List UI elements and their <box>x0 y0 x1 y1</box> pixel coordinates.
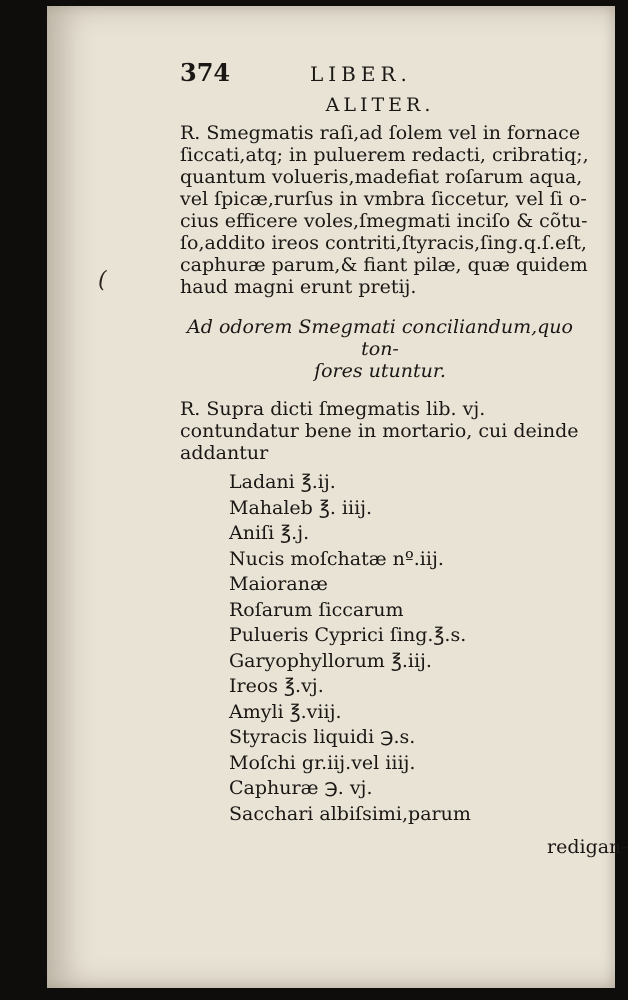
ingredient-item: Mahaleb ℥. iiij. <box>229 496 373 519</box>
ingredient-item: Roſarum ſiccarum <box>229 598 404 621</box>
book-page <box>47 6 628 988</box>
ingredient-list <box>229 470 580 827</box>
text-line: R. Supra dicti ſmegmatis lib. vj. <box>180 398 486 420</box>
text-line: quantum volueris,madefiat roſarum aqua, <box>180 166 583 188</box>
text-line: vel ſpicæ,rurſus in vmbra ſiccetur, vel ſi o- <box>180 188 587 210</box>
subheading-line: Ad odorem Smegmati conciliandum,quo ton- <box>187 316 573 360</box>
ingredient-item: Pulueris Cyprici ſing.℥.s. <box>229 624 467 646</box>
ingredient-item: Maioranæ <box>229 573 328 595</box>
text-line: contundatur bene in mortario, cui deinde <box>180 420 579 442</box>
ingredient-item: Moſchi gr.iij.vel iiij. <box>229 751 416 774</box>
text-line: R. Smegmatis raſi,ad ſolem vel in fornace <box>180 122 581 144</box>
text-line: ſiccati,atq; in puluerem redacti, cribratiq;, <box>180 144 589 166</box>
text-line: haud magni erunt pretij. <box>180 276 417 298</box>
text-line: caphuræ parum,& fiant pilæ, quæ quidem <box>180 254 588 276</box>
ingredient-item: Ireos ℥.vj. <box>229 675 324 697</box>
ingredient-item: Styracis liquidi ℈.s. <box>229 726 416 748</box>
ingredient-item: Aniſi ℥.j. <box>229 522 310 544</box>
running-head: LIBER. <box>310 62 412 86</box>
text-line: ſo,addito ireos contriti,ſtyracis,ſing.q.ſ.eſt, <box>180 232 587 254</box>
ingredient-item: Garyophyllorum ℥.iij. <box>229 649 432 672</box>
page-text <box>180 58 589 827</box>
paragraph-1 <box>180 122 589 298</box>
subheading-line: ſores utuntur. <box>314 360 446 382</box>
ingredient-item: Sacchari albiſsimi,parum <box>229 802 471 825</box>
page-number: 374 <box>180 58 231 87</box>
page-header <box>180 58 580 92</box>
text-line: addantur <box>180 442 269 464</box>
margin-mark: ( <box>98 268 107 293</box>
catchword: redigan- <box>547 836 628 858</box>
paragraph-2 <box>180 398 580 464</box>
text-line: cius efficere voles,ſmegmati inciſo & cõtu- <box>180 210 588 232</box>
ingredient-item: Ladani ℥.ij. <box>229 471 336 493</box>
section-title: ALITER. <box>325 94 435 116</box>
ingredient-item: Amyli ℥.viij. <box>229 700 342 723</box>
ingredient-item: Nucis moſchatæ nº.iij. <box>229 547 444 570</box>
subheading <box>180 316 580 382</box>
ingredient-item: Caphuræ ℈. vj. <box>229 777 373 799</box>
